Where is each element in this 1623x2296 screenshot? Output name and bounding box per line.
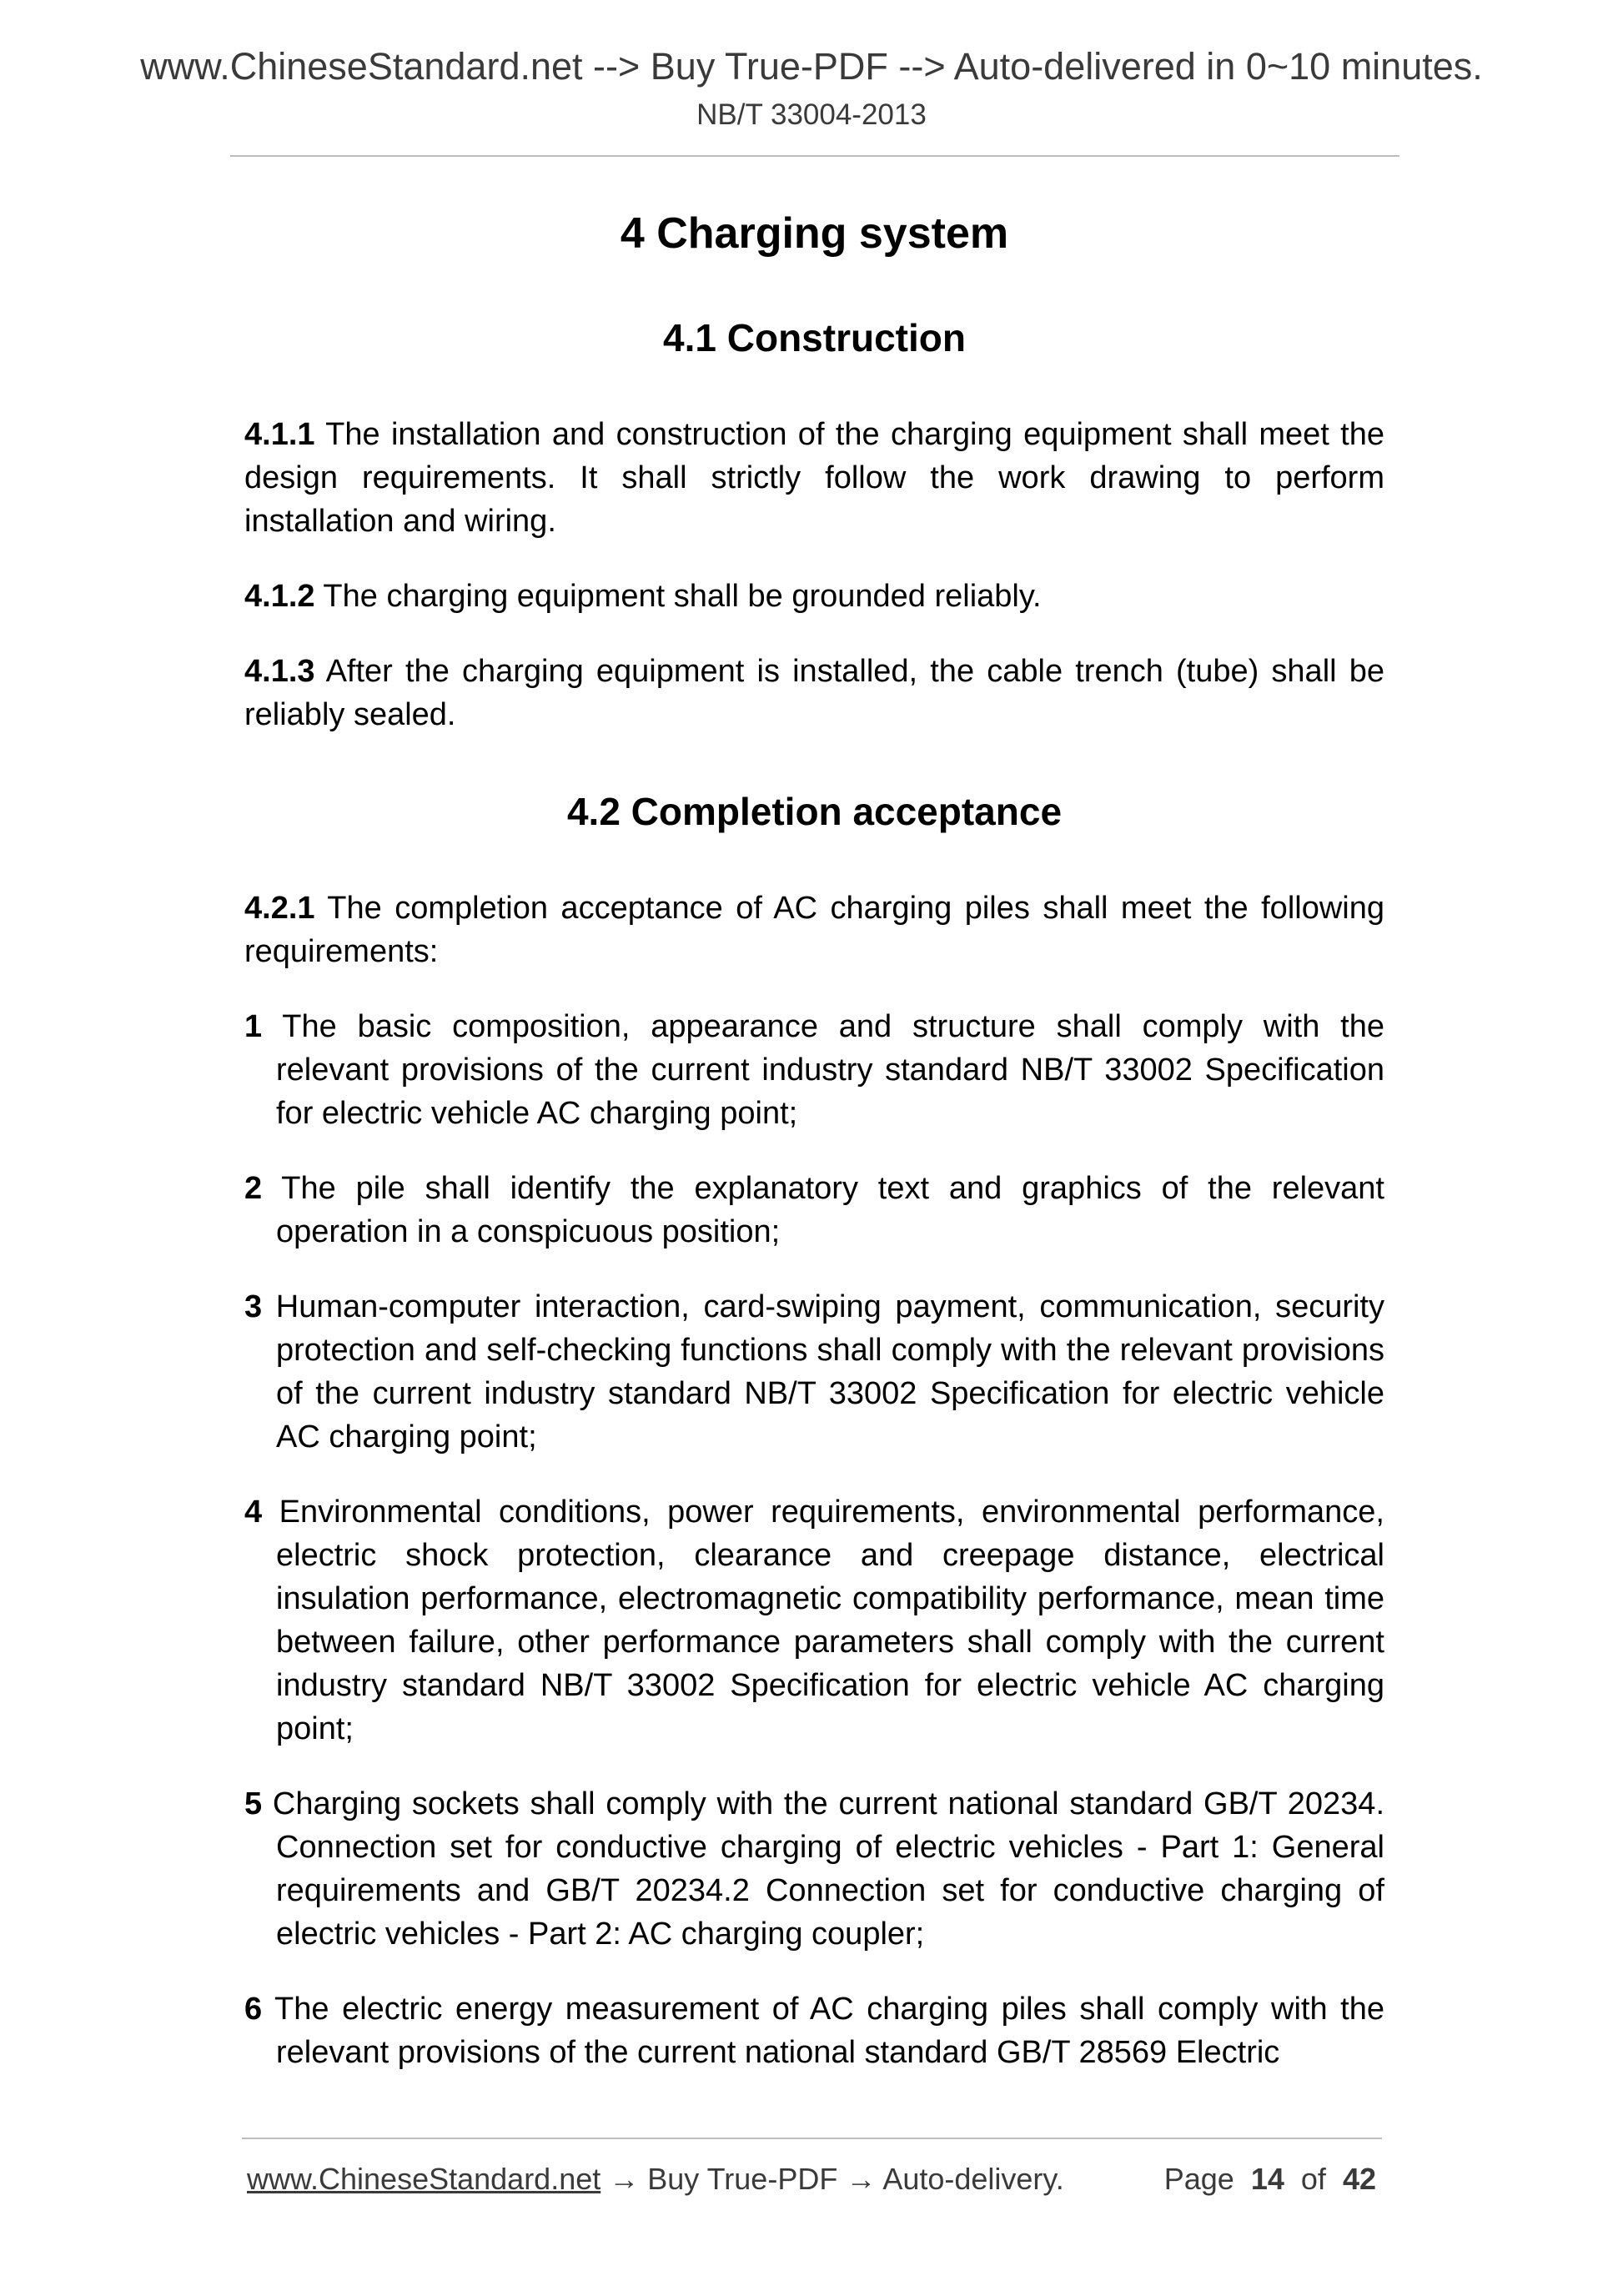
clause-text: The installation and construction of the charging equipment shall meet the design requirements. It shall strictly follow the work drawing to perform installation and wiring. — [244, 417, 1384, 539]
list-item-2 — [244, 1167, 1384, 1254]
item-number: 2 — [244, 1171, 263, 1206]
document-code: NB/T 33004-2013 — [696, 98, 927, 131]
item-number: 4 — [244, 1495, 263, 1530]
clause-4-2-1 — [244, 887, 1384, 973]
chapter-title: 4 Charging system — [620, 209, 1009, 258]
section-title-construction: 4.1 Construction — [663, 316, 966, 359]
item-number: 3 — [244, 1289, 263, 1324]
list-item-5 — [244, 1782, 1384, 1956]
page-label: Page — [1163, 2162, 1234, 2196]
footer-website-link[interactable]: www.ChineseStandard.net — [247, 2162, 601, 2196]
clause-4-1-3 — [244, 650, 1384, 736]
list-item-3 — [244, 1285, 1384, 1459]
clause-text: After the charging equipment is installed, the cable trench (tube) shall be reliably sealed. — [244, 654, 1384, 732]
clause-4-1-1 — [244, 413, 1384, 543]
item-text: The basic composition, appearance and structure shall comply with the relevant provisions of the current industry standard NB/T 33002 Specification for electric vehicle AC charging point; — [262, 1009, 1384, 1131]
section-title-completion-acceptance: 4.2 Completion acceptance — [566, 790, 1063, 833]
clause-text: The charging equipment shall be grounded reliably. — [314, 579, 1042, 614]
clause-4-1-2 — [244, 575, 1384, 618]
page-number: 14 — [1250, 2162, 1284, 2196]
item-text: Human-computer interaction, card-swiping payment, communication, security protection and self-checking functions shall comply with the relevant provisions of the current industry standard NB/T 33002 Specification for electric vehicle AC charging point; — [262, 1289, 1384, 1454]
list-item-6 — [244, 1987, 1384, 2074]
page-total: 42 — [1342, 2162, 1376, 2196]
page-content — [244, 196, 1384, 2106]
list-item-1 — [244, 1005, 1384, 1135]
item-number: 5 — [244, 1786, 263, 1821]
footer-divider — [242, 2138, 1382, 2139]
header-divider — [230, 155, 1399, 157]
clause-number: 4.1.2 — [244, 579, 315, 614]
clause-number: 4.1.3 — [244, 654, 315, 689]
item-text: Environmental conditions, power requirements, environmental performance, electric shock protection, clearance and creepage distance, electrical insulation performance, electromagnetic compatibility performance, mean time between failure, other performance parameters shall comply with the current industry standard NB/T 33002 Specification for electric vehicle AC charging point; — [262, 1495, 1384, 1746]
item-text: The electric energy measurement of AC charging piles shall comply with the relevant provisions of the current national standard GB/T 28569 Electric — [262, 1992, 1384, 2070]
page-indicator — [1164, 2158, 1376, 2200]
clause-number: 4.2.1 — [244, 891, 315, 926]
top-banner: www.ChineseStandard.net --> Buy True-PDF --> Auto-delivered in 0~10 minutes. — [140, 45, 1483, 88]
footer-tagline: → Buy True-PDF → Auto-delivery. — [600, 2162, 1064, 2196]
item-number: 1 — [244, 1009, 263, 1044]
clause-number: 4.1.1 — [244, 417, 315, 452]
item-text: The pile shall identify the explanatory text and graphics of the relevant operation in a conspicuous position; — [262, 1171, 1384, 1249]
item-text: Charging sockets shall comply with the current national standard GB/T 20234. Connection set for conductive charging of electric vehicles - Part 1: General requirements and GB/T 20234.2 Connection set for conductive charging of electric vehicles - Part 2: AC charging coupler; — [262, 1786, 1384, 1952]
item-number: 6 — [244, 1992, 263, 2027]
of-label: of — [1300, 2162, 1326, 2196]
list-item-4 — [244, 1490, 1384, 1751]
clause-text: The completion acceptance of AC charging piles shall meet the following requirements: — [244, 891, 1384, 969]
footer-promo — [247, 2158, 1064, 2200]
